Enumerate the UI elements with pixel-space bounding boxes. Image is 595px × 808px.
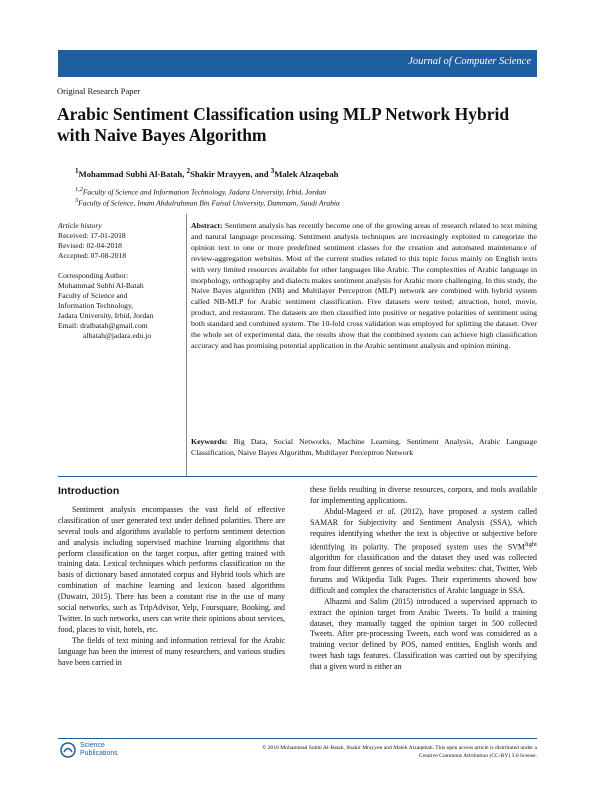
email-label: Email: xyxy=(58,321,81,330)
abstract xyxy=(191,221,537,352)
corresponding-dept: Information Technology, xyxy=(58,301,134,310)
superscript: light xyxy=(524,540,537,548)
paragraph-text: Abdul-Mageed xyxy=(324,506,377,516)
etal: et al. xyxy=(376,506,396,516)
paragraph xyxy=(310,507,537,597)
license-notice xyxy=(197,744,537,760)
author-sup: 1 xyxy=(75,167,79,175)
keywords-label: Keywords: xyxy=(191,437,228,446)
author-sup: 3 xyxy=(270,167,275,175)
author-sup: 2 xyxy=(186,167,191,175)
corresponding-name: Mohammad Subhi Al-Batah xyxy=(58,281,144,290)
author-name: Shakir Mrayyen, and xyxy=(190,168,271,179)
paragraph-text: algorithm for classification and the dataset they used was collected from four different genres of social media websites: chat, Twitter, Web forums and Wikipedia Talk Pages. Their experiments showed how difficult and complex the characteristics of Arabic language in SSA. xyxy=(310,553,537,595)
email-line xyxy=(58,321,186,331)
affiliation-sup: 3 xyxy=(75,197,79,204)
article-history-label: Article history xyxy=(58,221,102,230)
email-link[interactable]: albatah@jadara.edu.jo xyxy=(83,331,152,340)
publisher-line: Publications xyxy=(80,750,118,757)
section-heading: Introduction xyxy=(58,485,120,497)
author-name: Malek Alzaqebah xyxy=(274,168,339,179)
publisher-name xyxy=(80,742,118,758)
revised-date: Revised: 02-04-2018 xyxy=(58,241,122,250)
journal-banner xyxy=(58,50,537,77)
paragraph: The fields of text mining and information retrieval for the Arabic language has been the interest of many researchers, and various studies have been carried in xyxy=(58,635,285,667)
right-column xyxy=(310,485,537,673)
license-line: © 2018 Mohammad Subhi Al-Batah, Shakir Mrayyen and Malek Alzaqebah. This open access article is distributed under a xyxy=(262,745,537,751)
paper-title: Arabic Sentiment Classification using MLP Network Hybrid with Naive Bayes Algorithm xyxy=(57,104,510,145)
science-publications-icon xyxy=(60,742,76,758)
abstract-label: Abstract: xyxy=(191,221,223,230)
author-name: Mohammad Subhi Al-Batah, xyxy=(78,168,187,179)
abstract-text: Sentiment analysis has recently become one of the growing areas of research related to text mining and natural language processing. Sentiment analysis techniques are increasingly exploited to categorize the opinion text to one or more predefined sentiment classes for the creation and automated maintenance of review-aggregation websites. Most of the current studies related to this topic focus mainly on English texts with very limited resources available for other languages like Arabic. The complexities of Arabic language in morphology, orthography and dialects makes sentiment analysis for Arabic more challenging. In this study, the Naive Bayes algorithm (NB) and Multilayer Perceptron (MLP) network are combined with hybrid system called NB-MLP for Arabic sentiment classification. Five datasets were tested; attraction, hotel, movie, product, and restaurant. The datasets are then classified into positive or negative polarities of sentiment using both standard and combined system. The 10-fold cross validation was employed for splitting the dataset. Over the whole set of experimental data, the results show that the combined system can achieve high classification accuracy and has promising potential application in the Arabic sentiment analysis and opinion mining. xyxy=(191,221,537,350)
affiliation xyxy=(75,186,326,197)
article-info-sidebar xyxy=(58,221,186,341)
paragraph: these fields resulting in diverse resources, corpora, and tools available for implementing applications. xyxy=(310,485,537,505)
author-list xyxy=(75,167,338,179)
paragraph-text: (2012), have proposed a system called SAMAR for Subjectivity and Sentiment Analysis (SSA), which requires identifying whether the text is objective or subjective before identifying its polarity. The proposed system uses the SVM xyxy=(310,506,537,552)
email-link[interactable]: dralbatah@gmail.com xyxy=(80,321,148,330)
affiliation-sup: 1,2 xyxy=(75,186,83,193)
publisher-line: Science xyxy=(80,742,105,749)
received-date: Received: 17-01-2018 xyxy=(58,231,126,240)
accepted-date: Accepted: 07-08-2018 xyxy=(58,251,127,260)
affiliation xyxy=(75,197,340,208)
paragraph: Alhazmi and Salim (2015) introduced a supervised approach to extract the opinion target from Arabic Tweets. To build a training dataset, they manually tagged the opinion target in 500 collected Tweets. After pre-processing Tweets, each word was considered as a training vector defined by POS, named entities, English words and tweet hash tags features. Classification was carried out by specifying that a given word is either an xyxy=(310,596,537,672)
abstract-divider xyxy=(186,214,187,476)
paragraph: Sentiment analysis encompasses the vast field of effective classification of user generated text under defined polarities. There are several tools and algorithms available to perform sentiment detection and analysis including supervised machine learning algorithms that perform classification on the target corpus, after getting trained with training data. Lexical techniques which performs classification on the basis of dictionary based annotated corpus and Hybrid tools which are combination of machine learning and lexicon based algorithms (Duwairi, 2015). There has been a constant rise in the use of many social networks, such as TripAdvisor, Yelp, Foursquare, Booking, and Twitter. In such networks, users can write their opinions about services, food, places to visit, hotels, etc. xyxy=(58,504,285,634)
corresponding-label: Corresponding Author: xyxy=(58,271,129,280)
license-line: Creative Commons Attribution (CC-BY) 3.0 license. xyxy=(418,753,537,759)
journal-name: Journal of Computer Science xyxy=(408,56,531,67)
keywords xyxy=(191,437,537,459)
left-column xyxy=(58,486,285,669)
affiliation-text: Faculty of Science and Information Technology, Jadara University, Irbid, Jordan xyxy=(82,187,326,197)
corresponding-dept: Faculty of Science and xyxy=(58,291,128,300)
keywords-text: Big Data, Social Networks, Machine Learning, Sentiment Analysis, Arabic Language Classification, Naive Bayes Algorithm, Multilayer Perceptron Network xyxy=(191,437,537,457)
paper-type: Original Research Paper xyxy=(57,86,141,96)
corresponding-address: Jadara University, Irbid, Jordan xyxy=(58,311,154,320)
section-divider xyxy=(58,476,537,477)
publisher-logo xyxy=(60,742,118,758)
affiliation-text: Faculty of Science, Imam Abdulrahman Bin Faisal University, Dammam, Saudi Arabia xyxy=(78,198,340,208)
footer-divider xyxy=(58,738,537,739)
